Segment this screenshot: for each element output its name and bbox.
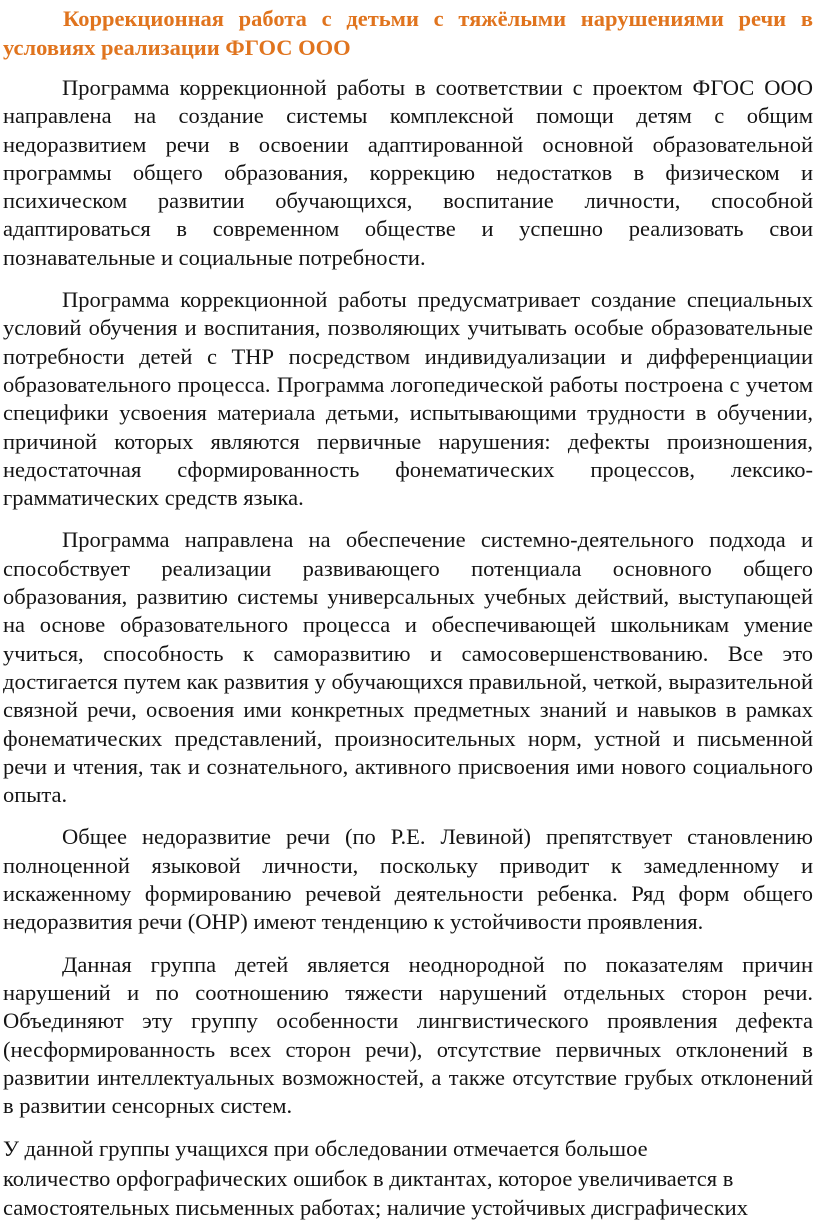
examination-line-1: У данной группы учащихся при обследовании отмечается большое bbox=[3, 1136, 648, 1162]
paragraph-program-goals: Программа коррекционной работы в соответствии с проектом ФГОС ООО направлена на создание системы комплексной помощи детям с общим недоразвитием речи в освоении адаптированной основной образовательной программы общего образования, коррекцию недостатков в физическом и психическом развитии обучающихся, воспитание личности, способной адаптироваться в современном обществе и успешно реализовать свои познавательные и социальные потребности. bbox=[3, 75, 813, 270]
paragraph-special-conditions: Программа коррекционной работы предусматривает создание специальных условий обучения и воспитания, позволяющих учитывать особые образовательные потребности детей с ТНР посредством индивидуализации и дифференциации образовательного процесса. Программа логопедической работы построена с учетом специфики усвоения материала детьми, испытывающими трудности в обучении, причиной которых являются первичные нарушения: дефекты произношения, недостаточная сформированность фонематических процессов, лексико-грамматических средств языка. bbox=[3, 287, 813, 511]
paragraph-system-approach: Программа направлена на обеспечение системно-деятельного подхода и способствует реализации развивающего потенциала основного общего образования, развитию системы универсальных учебных действий, выступающей на основе образовательного процесса и обеспечивающей школьникам умение учиться, способность к саморазвитию и самосовершенствованию. Все это достигается путем как развития у обучающихся правильной, четкой, выразительной связной речи, освоения ими конкретных предметных знаний и навыков в рамках фонематических представлений, произносительных норм, устной и письменной речи и чтения, так и сознательного, активного присвоения ими нового социального опыта. bbox=[3, 527, 813, 808]
paragraph-group-characteristics: Данная группа детей является неоднородной по показателям причин нарушений и по соотношению тяжести нарушений отдельных сторон речи. Объединяют эту группу особенности лингвистического проявления дефекта (несформированность всех сторон речи), отсутствие первичных отклонений в развитии интеллектуальных возможностей, а также отсутствие грубых отклонений в развитии сенсорных систем. bbox=[3, 951, 813, 1119]
paragraph-onr-definition: Общее недоразвитие речи (по Р.Е. Левиной) препятствует становлению полноценной языковой личности, поскольку приводит к замедленному и искаженному формированию речевой деятельности ребенка. Ряд форм общего недоразвития речи (ОНР) имеют тенденцию к устойчивости проявления. bbox=[3, 824, 813, 935]
document-title: Коррекционная работа с детьми с тяжёлыми нарушениями речи в условиях реализации ФГОС ООО bbox=[3, 6, 813, 60]
examination-line-3: самостоятельных письменных работах; наличие устойчивых дисграфических bbox=[3, 1195, 748, 1221]
paragraph-examination-findings bbox=[3, 1134, 813, 1223]
examination-line-2: количество орфографических ошибок в диктантах, которое увеличивается в bbox=[3, 1165, 734, 1191]
